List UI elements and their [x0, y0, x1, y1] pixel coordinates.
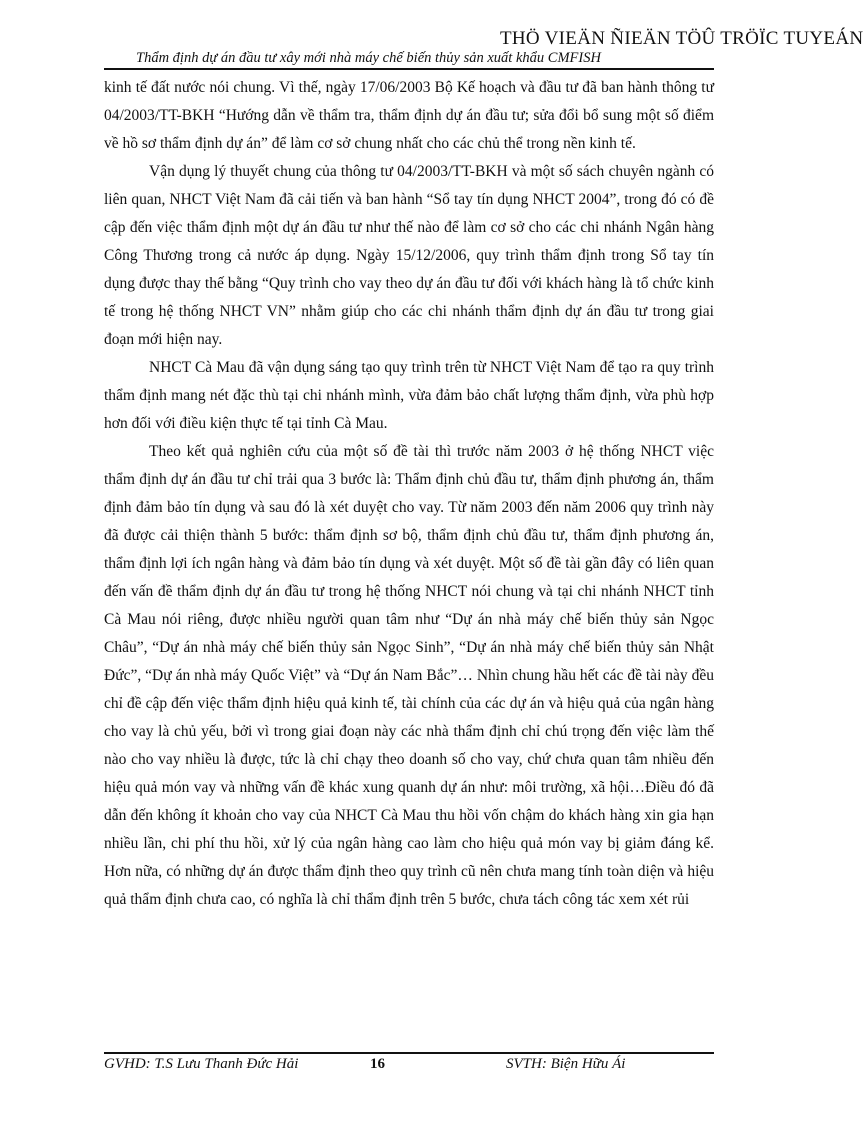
paragraph-2: Vận dụng lý thuyết chung của thông tư 04/2003/TT-BKH và một số sách chuyên ngành có liên quan, NHCT Việt Nam đã cải tiến và ban hành “Sổ tay tín dụng NHCT 2004”, trong đó có đề cập đến việc thẩm định một dự án đầu tư như thế nào để làm cơ sở cho các chi nhánh Ngân hàng Công Thương trong cả nước áp dụng. Ngày 15/12/2006, quy trình thẩm định trong Sổ tay tín dụng được thay thế bằng “Quy trình cho vay theo dự án đầu tư đối với khách hàng là tổ chức kinh tế trong hệ thống NHCT VN” nhằm giúp cho các chi nhánh thẩm định dự án đầu tư trong giai đoạn mới hiện nay. [104, 163, 714, 348]
paragraph-1: kinh tế đất nước nói chung. Vì thế, ngày 17/06/2003 Bộ Kế hoạch và đầu tư đã ban hành thông tư 04/2003/TT-BKH “Hướng dẫn về thẩm tra, thẩm định dự án đầu tư; sửa đổi bổ sung một số điểm về hồ sơ thẩm định dự án” để làm cơ sở chung nhất cho các chủ thể trong nền kinh tế. [104, 79, 714, 152]
paragraph-3: NHCT Cà Mau đã vận dụng sáng tạo quy trình trên từ NHCT Việt Nam để tạo ra quy trình thẩm định mang nét đặc thù tại chi nhánh mình, vừa đảm bảo chất lượng thẩm định, vừa phù hợp hơn đối với điều kiện thực tế tại tỉnh Cà Mau. [104, 359, 714, 432]
footer-rule [104, 1052, 714, 1054]
footer-advisor: GVHD: T.S Lưu Thanh Đức Hải [104, 1056, 299, 1072]
running-header: Thẩm định dự án đầu tư xây mới nhà máy chế biến thủy sản xuất khẩu CMFISH [136, 50, 601, 66]
footer-student: SVTH: Biện Hữu Ái [506, 1056, 626, 1072]
paragraph-4: Theo kết quả nghiên cứu của một số đề tài thì trước năm 2003 ở hệ thống NHCT việc thẩm định dự án đầu tư chỉ trải qua 3 bước là: Thẩm định chủ đầu tư, thẩm định phương án, thẩm định đảm bảo tín dụng và sau đó là xét duyệt cho vay. Từ năm 2003 đến năm 2006 quy trình này đã được cải thiện thành 5 bước: thẩm định sơ bộ, thẩm định chủ đầu tư, thẩm định phương án, thẩm định lợi ích ngân hàng và đảm bảo tín dụng và xét duyệt. Một số đề tài gần đây có liên quan đến vấn đề thẩm định dự án đầu tư trong hệ thống NHCT nói chung và tại chi nhánh NHCT tỉnh Cà Mau nói riêng, được nhiều người quan tâm như “Dự án nhà máy chế biến thủy sản Ngọc Châu”, “Dự án nhà máy chế biến thủy sản Ngọc Sinh”, “Dự án nhà máy chế biến thủy sản Nhật Đức”, “Dự án nhà máy Quốc Việt” và “Dự án Nam Bắc”… Nhìn chung hầu hết các đề tài này đều chỉ đề cập đến việc thẩm định hiệu quả kinh tế, tài chính của các dự án và hiệu quả của ngân hàng cho vay là chủ yếu, bởi vì trong giai đoạn này các nhà thẩm định chỉ chú trọng đến việc làm thế nào cho vay nhiều là được, tức là chỉ chạy theo doanh số cho vay, chứ chưa quan tâm nhiều đến hiệu quả món vay và những vấn đề khác xung quanh dự án như: môi trường, xã hội…Điều đó đã dẫn đến không ít khoản cho vay của NHCT Cà Mau thu hồi vốn chậm do khách hàng xin gia hạn nhiều lần, chi phí thu hồi, xử lý của ngân hàng cao làm cho hiệu quả món vay bị giảm đáng kể. Hơn nữa, có những dự án được thẩm định theo quy trình cũ nên chưa mang tính toàn diện và hiệu quả thẩm định chưa cao, có nghĩa là chỉ thẩm định trên 5 bước, chưa tách công tác xem xét rủi [104, 443, 714, 908]
watermark-text: THÖ VIEÄN ÑIEÄN TÖÛ TRÖÏC TUYEÁN [500, 28, 863, 49]
header-rule [104, 68, 714, 70]
page-number: 16 [370, 1056, 385, 1072]
page-footer [104, 1056, 714, 1076]
document-body [104, 74, 714, 914]
